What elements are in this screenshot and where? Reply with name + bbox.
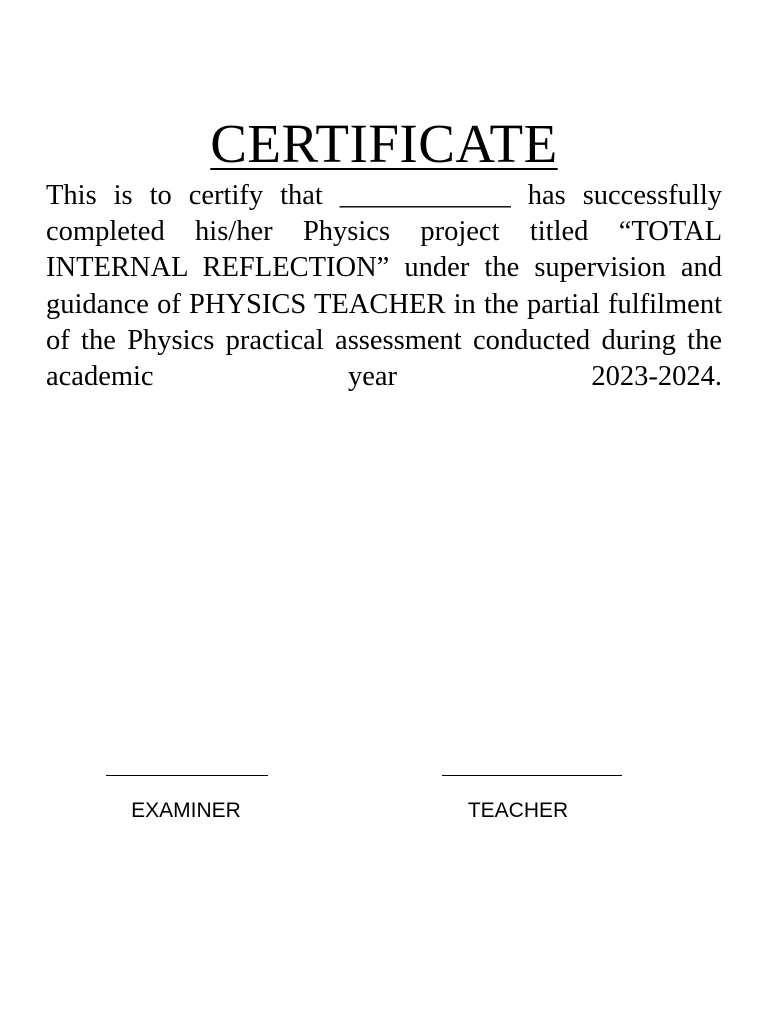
teacher-label: TEACHER xyxy=(467,799,569,822)
certificate-title-container xyxy=(0,112,768,176)
examiner-signature-line xyxy=(106,775,268,776)
certificate-body: This is to certify that ____________ has successfully completed his/her Physics project titled “TOTAL INTERNAL REFLECTION” under the supervision and guidance of PHYSICS TEACHER in the partial fulfilment of the Physics practical assessment conducted during the academic year 2023-2024. xyxy=(46,180,722,393)
examiner-label: EXAMINER xyxy=(131,799,241,822)
teacher-signature-line xyxy=(442,775,622,776)
certificate-title: CERTIFICATE xyxy=(210,113,558,174)
